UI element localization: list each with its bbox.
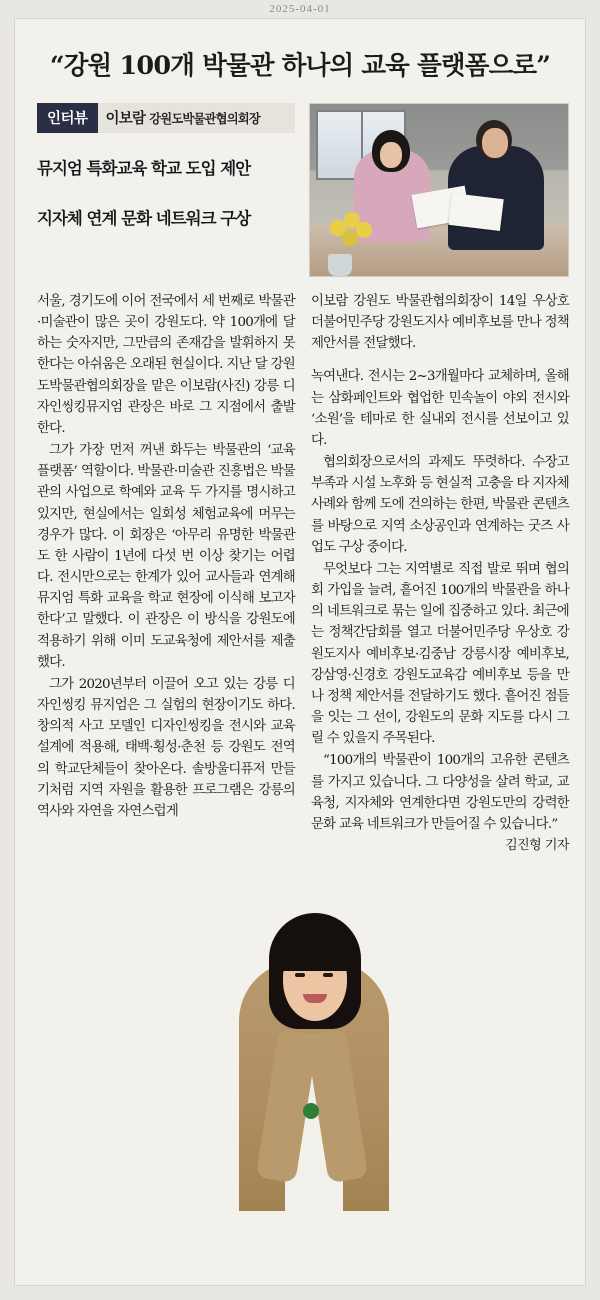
interview-badge	[37, 103, 295, 133]
photo-person-right-face	[482, 128, 508, 158]
photo-caption: 이보람 강원도 박물관협의회장이 14일 우상호 더불어민주당 강원도지사 예비후보를 만나 정책 제안서를 전달했다.	[311, 293, 569, 352]
portrait-photo	[233, 811, 391, 1211]
subhead-2: 지자체 연계 문화 네트워크 구상	[37, 208, 251, 228]
portrait-eye-left	[295, 973, 305, 977]
photo-document-right	[448, 193, 504, 231]
article-upper-block	[37, 103, 563, 277]
pull-quote: “100개의 박물관이 100개의 고유한 콘텐츠를 가지고 있습니다. 그 다양성을 살려 학교, 교육청, 지자체와 연계한다면 강원도만의 강력한 문화 교육 네트워크가 만들어질 수 있습니다.”	[311, 753, 569, 832]
body-column-left	[37, 291, 295, 858]
page-top-strip: 2025-04-01	[0, 0, 600, 18]
page-title: “강원 100개 박물관 하나의 교육 플랫폼으로”	[49, 51, 551, 81]
paragraph: 서울, 경기도에 이어 전국에서 세 번째로 박물관·미술관이 많은 곳이 강원도다. 약 100개에 달하는 숫자지만, 그만큼의 존재감을 발휘하지 못한다는 아쉬움은 오래된 현실이다. 지난 달 강원도박물관협의회장을 맡은 이보람(사진) 강릉 디자인씽킹뮤지엄 관장은 바로 그 지점에서 출발한다.	[37, 293, 295, 436]
portrait-mouth	[303, 994, 327, 1003]
portrait-brooch	[303, 1103, 319, 1119]
photo-flowers	[326, 210, 380, 256]
portrait-lapel-left	[256, 1029, 319, 1183]
interview-photo	[309, 103, 569, 277]
article-sheet	[14, 18, 586, 1286]
badge-person	[98, 103, 295, 133]
paragraph: 그가 2020년부터 이끌어 오고 있는 강릉 디자인씽킹 뮤지엄은 그 실험의 현장이기도 하다. 창의적 사고 모델인 디자인씽킹을 전시와 교육 설계에 적용해, 태백·횡성·춘천 등 강원도 전역의 학교단체들이 찾아온다. 솔방울디퓨저 만들기처럼 지역 자원을 활용한 프로그램은 강릉의 역사와 자연을 자연스럽게	[37, 676, 295, 819]
paragraph: 협의회장으로서의 과제도 뚜렷하다. 수장고 부족과 시설 노후화 등 현실적 고충을 타 지자체 사례와 함께 도에 건의하는 한편, 박물관 콘텐츠를 바탕으로 지역 소상공인과 연계하는 굿즈 사업도 구상 중이다.	[311, 455, 569, 555]
portrait-shirt	[285, 1051, 343, 1211]
paragraph: 녹여낸다. 전시는 2~3개월마다 교체하며, 올해는 삼화페인트와 협업한 민속놀이 야외 전시와 ‘소원’을 테마로 한 실내외 전시를 선보이고 있다.	[311, 369, 569, 448]
intro-column	[37, 103, 295, 255]
portrait-neck	[299, 993, 329, 1027]
paragraph: 그가 가장 먼저 꺼낸 화두는 박물관의 ‘교육 플랫폼’ 역할이다. 박물관·미술관 진흥법은 박물관의 사업으로 학예와 교육 두 가지를 명시하고 있지만, 현실에서는 일회성 체험교육에 머무는 경우가 많다. 이 회장은 ‘아무리 유명한 박물관도 한 사람이 1년에 다섯 번 이상 찾기는 어렵다. 전시만으로는 한계가 있어 교사들과 연계해 뮤지엄 특화 교육을 학교 현장에 이식해 보고자 한다’고 말했다. 이 관장은 이 방식을 강원도에 적용하기 위해 이미 도교육청에 제안서를 제출했다.	[37, 443, 295, 670]
portrait-lapel-right	[306, 1029, 369, 1183]
badge-person-title: 강원도박물관협의회장	[149, 110, 260, 126]
portrait-coat	[239, 961, 389, 1211]
portrait-eye-right	[323, 973, 333, 977]
badge-person-name: 이보람	[105, 110, 146, 128]
byline: 김진형 기자	[505, 838, 569, 854]
paragraph: 무엇보다 그는 지역별로 직접 발로 뛰며 협의회 가입을 늘려, 흩어진 100개의 박물관을 하나의 네트워크로 묶는 일에 집중하고 있다. 최근에는 정책간담회를 열고 더불어민주당 우상호 강원도지사 예비후보·김중남 강릉시장 예비후보, 강삼영·신경호 강원도교육감 예비후보 등을 만나 정책 제안서를 전달하기도 했다. 흩어진 점들을 잇는 그 선이, 강원도의 문화 지도를 다시 그릴 수 있을지 주목된다.	[311, 561, 569, 747]
photo-person-left-face	[380, 142, 402, 168]
portrait-hair	[269, 913, 361, 1029]
photo-vase	[328, 254, 352, 276]
subhead-1: 뮤지엄 특화교육 학교 도입 제안	[37, 158, 251, 178]
article-body	[37, 291, 569, 858]
portrait-fringe	[271, 931, 359, 971]
body-column-right	[311, 291, 569, 858]
badge-tag: 인터뷰	[37, 103, 98, 133]
portrait-face	[283, 941, 347, 1021]
